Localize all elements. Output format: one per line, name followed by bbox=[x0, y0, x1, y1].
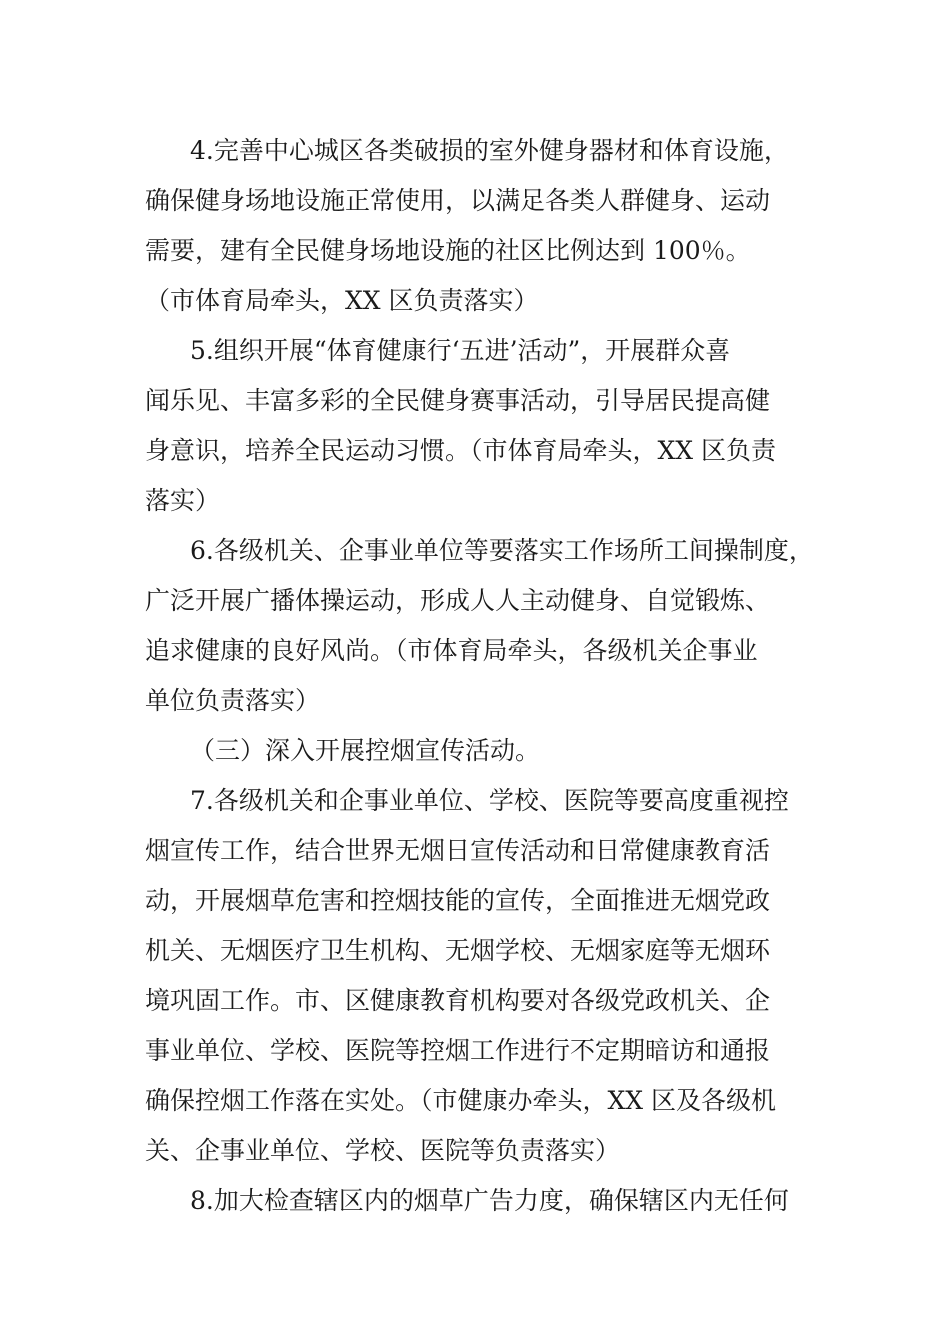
text-line: 7.各级机关和企事业单位、学校、医院等要高度重视控 bbox=[190, 786, 789, 815]
paragraph-item-7 bbox=[145, 776, 818, 1176]
text-line: 广泛开展广播体操运动，形成人人主动健身、自觉锻炼、 bbox=[145, 586, 771, 615]
text-line: 机关、无烟医疗卫生机构、无烟学校、无烟家庭等无烟环 bbox=[145, 936, 771, 965]
paragraph-item-5 bbox=[145, 326, 818, 526]
text-line: 单位负责落实） bbox=[145, 686, 321, 715]
text-line: 落实） bbox=[145, 486, 221, 515]
text-line: 追求健康的良好风尚。（市体育局牵头，各级机关企事业 bbox=[145, 636, 758, 665]
text-line: 烟宣传工作，结合世界无烟日宣传活动和日常健康教育活 bbox=[145, 836, 771, 865]
text-line: 确保健身场地设施正常使用，以满足各类人群健身、运动 bbox=[145, 186, 771, 215]
text-line: 境巩固工作。市、区健康教育机构要对各级党政机关、企 bbox=[145, 986, 771, 1015]
text-line: 关、企事业单位、学校、医院等负责落实） bbox=[145, 1136, 621, 1165]
text-line: 4.完善中心城区各类破损的室外健身器材和体育设施， bbox=[190, 136, 789, 165]
text-line: 动，开展烟草危害和控烟技能的宣传，全面推进无烟党政 bbox=[145, 886, 771, 915]
section-heading: （三）深入开展控烟宣传活动。 bbox=[190, 736, 541, 765]
text-line: 事业单位、学校、医院等控烟工作进行不定期暗访和通报 bbox=[145, 1036, 771, 1065]
paragraph-item-6 bbox=[145, 526, 818, 726]
text-line: 身意识，培养全民运动习惯。（市体育局牵头，XX 区负责 bbox=[145, 436, 777, 465]
text-line: （市体育局牵头，XX 区负责落实） bbox=[145, 286, 539, 315]
text-line: 6.各级机关、企事业单位等要落实工作场所工间操制度， bbox=[190, 536, 814, 565]
text-line: 闻乐见、丰富多彩的全民健身赛事活动，引导居民提高健 bbox=[145, 386, 771, 415]
text-line: 确保控烟工作落在实处。（市健康办牵头，XX 区及各级机 bbox=[145, 1086, 777, 1115]
text-line: 8.加大检查辖区内的烟草广告力度，确保辖区内无任何 bbox=[190, 1186, 789, 1215]
section-heading-3 bbox=[145, 726, 818, 776]
text-line: 需要，建有全民健身场地设施的社区比例达到 100％。 bbox=[145, 236, 751, 265]
paragraph-item-4 bbox=[145, 126, 818, 326]
text-line: 5.组织开展“体育健康行‘五进’活动”，开展群众喜 bbox=[190, 336, 731, 365]
paragraph-item-8 bbox=[145, 1176, 818, 1226]
